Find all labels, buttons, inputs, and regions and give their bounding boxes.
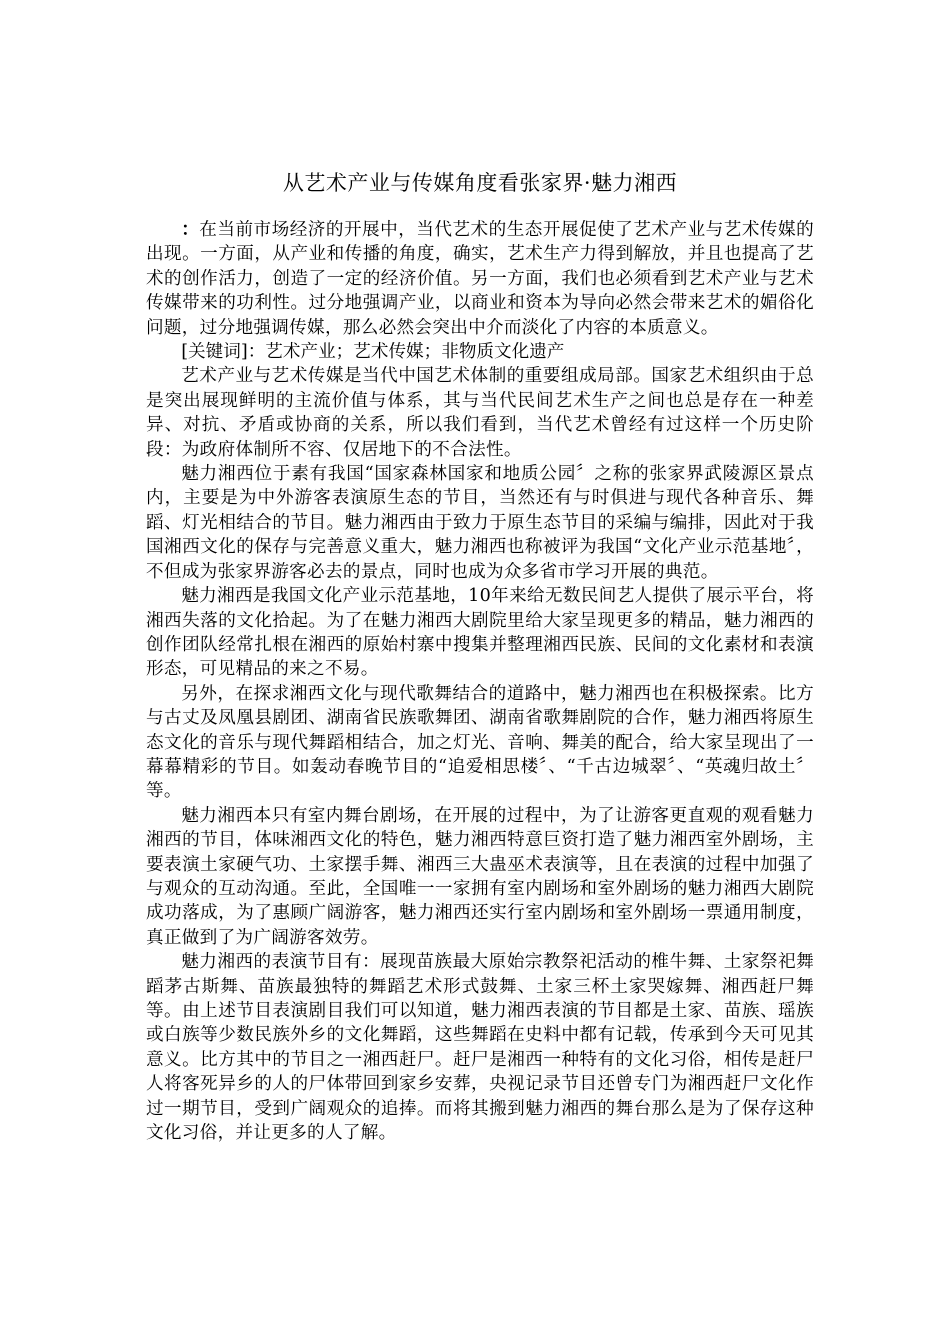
body-paragraph-2: 魅力湘西位于素有我国“国家森林国家和地质公园〞之称的张家界武陵源区景点内，主要是为中外游客表演原生态的节目，当然还有与时俱进与现代各种音乐、舞蹈、灯光相结合的节目。魅力湘西由于致力于原生态节目的采编与编排，因此对于我国湘西文化的保存与完善意义重大，魅力湘西也称被评为我国“文化产业示范基地〞，不但成为张家界游客必去的景点，同时也成为众多省市学习开展的典范。 bbox=[146, 464, 814, 582]
keywords-line bbox=[146, 340, 814, 364]
body-paragraph-3: 魅力湘西是我国文化产业示范基地，10年来给无数民间艺人提供了展示平台，将湘西失落的文化拾起。为了在魅力湘西大剧院里给大家呈现更多的精品，魅力湘西的创作团队经常扎根在湘西的原始村寨中搜集并整理湘西民族、民间的文化素材和表演形态，可见精品的来之不易。 bbox=[146, 586, 814, 680]
keywords-text: 艺术产业；艺术传媒；非物质文化遗产 bbox=[265, 342, 565, 363]
body-paragraph-4: 另外，在探求湘西文化与现代歌舞结合的道路中，魅力湘西也在积极探索。比方与古丈及凤凰县剧团、湖南省民族歌舞团、湖南省歌舞剧院的合作，魅力湘西将原生态文化的音乐与现代舞蹈相结合，加之灯光、音响、舞美的配合，给大家呈现出了一幕幕精彩的节目。如轰动春晚节目的“追爱相思楼〞、“千古边城翠〞、“英魂归故土〞等。 bbox=[146, 683, 814, 802]
abstract-paragraph bbox=[146, 218, 814, 340]
body-paragraph-1: 艺术产业与艺术传媒是当代中国艺术体制的重要组成局部。国家艺术组织由于总是突出展现鲜明的主流价值与体系，其与当代民间艺术生产之间也总是存在一种差异、对抗、矛盾或协商的关系，所以我们看到，当代艺术曾经有过这样一个历史阶段：为政府体制所不容、仅居地下的不合法性。 bbox=[146, 366, 814, 460]
document-title: 从艺术产业与传媒角度看张家界·魅力湘西 bbox=[282, 171, 678, 195]
keywords-label: [关键词]： bbox=[181, 342, 266, 363]
body-paragraph-5: 魅力湘西本只有室内舞台剧场，在开展的过程中，为了让游客更直观的观看魅力湘西的节目，体味湘西文化的特色，魅力湘西特意巨资打造了魅力湘西室外剧场，主要表演土家硬气功、土家摆手舞、湘西三大蛊巫术表演等，且在表演的过程中加强了与观众的互动沟通。至此，全国唯一一家拥有室内剧场和室外剧场的魅力湘西大剧院成功落成，为了惠顾广阔游客，魅力湘西还实行室内剧场和室外剧场一票通用制度，真正做到了为广阔游客效劳。 bbox=[146, 805, 814, 948]
document-page bbox=[146, 168, 814, 1145]
body-paragraph-6: 魅力湘西的表演节目有：展现苗族最大原始宗教祭祀活动的椎牛舞、土家祭祀舞蹈茅古斯舞、苗族最独特的舞蹈艺术形式鼓舞、土家三杯土家哭嫁舞、湘西赶尸舞等。由上述节目表演剧目我们可以知道，魅力湘西表演的节目都是土家、苗族、瑶族或白族等少数民族外乡的文化舞蹈，这些舞蹈在史料中都有记载，传承到今天可见其意义。比方其中的节目之一湘西赶尸。赶尸是湘西一种特有的文化习俗，相传是赶尸人将客死异乡的人的尸体带回到家乡安葬，央视记录节目还曾专门为湘西赶尸文化作过一期节目，受到广阔观众的追捧。而将其搬到魅力湘西的舞台那么是为了保存这种文化习俗，并让更多的人了解。 bbox=[146, 952, 814, 1144]
abstract-marker: ： bbox=[181, 219, 200, 240]
abstract-text: 在当前市场经济的开展中，当代艺术的生态开展促使了艺术产业与艺术传媒的出现。一方面，从产业和传播的角度，确实，艺术生产力得到解放，并且也提高了艺术的创作活力，创造了一定的经济价值。另一方面，我们也必须看到艺术产业与艺术传媒带来的功利性。过分地强调产业，以商业和资本为导向必然会带来艺术的媚俗化问题，过分地强调传媒，那么必然会突出中介而淡化了内容的本质意义。 bbox=[146, 220, 814, 338]
